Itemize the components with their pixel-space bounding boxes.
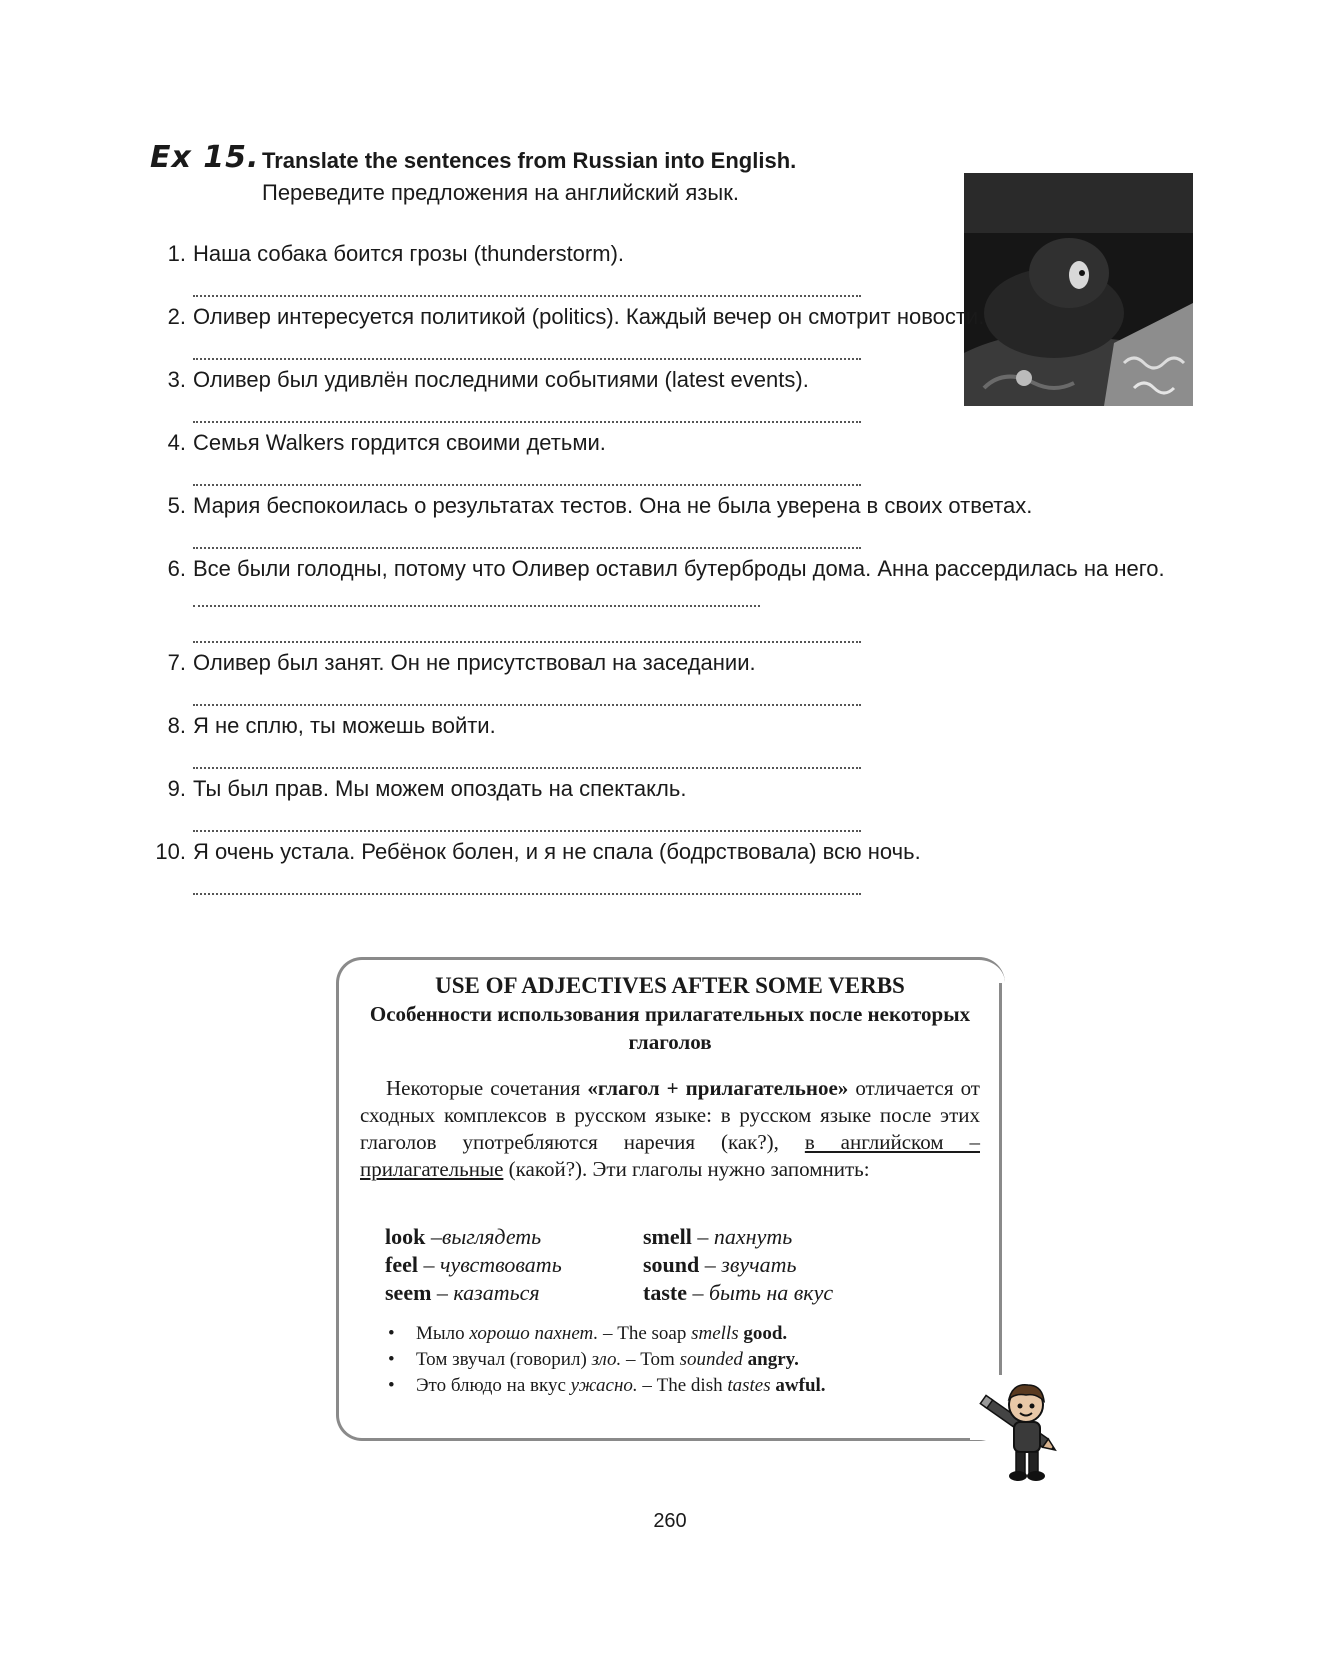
answer-line[interactable] — [193, 678, 861, 706]
example-item: • Том звучал (говорил) зло. – Tom sounded angry. — [386, 1347, 986, 1373]
list-item: 5. Мария беспокоилась о результатах тестов. Она не была уверена в своих ответах. — [148, 490, 1198, 549]
rule-subtitle: Особенности использования прилагательных после некоторых глаголов — [369, 1002, 971, 1054]
verb-entry: smell – пахнуть — [643, 1224, 793, 1249]
verb-entry: look –выглядеть — [385, 1224, 542, 1249]
answer-line[interactable] — [193, 395, 861, 423]
list-item: 3. Оливер был удивлён последними событиями (latest events). — [148, 364, 1198, 423]
bullet-icon: • — [388, 1375, 395, 1396]
answer-line[interactable] — [193, 521, 861, 549]
answer-line[interactable] — [193, 269, 861, 297]
answer-line[interactable] — [193, 804, 861, 832]
verb-entry: sound – звучать — [643, 1252, 797, 1277]
list-item: 8. Я не сплю, ты можешь войти. — [148, 710, 1198, 769]
answer-line[interactable] — [193, 741, 861, 769]
example-item: • Это блюдо на вкус ужасно. – The dish tastes awful. — [386, 1373, 986, 1399]
example-list — [386, 1321, 986, 1399]
list-item: 7. Оливер был занят. Он не присутствовал на заседании. — [148, 647, 1198, 706]
example-item: • Мыло хорошо пахнет. – The soap smells good. — [386, 1321, 986, 1347]
list-item: 9. Ты был прав. Мы можем опоздать на спектакль. — [148, 773, 1198, 832]
list-item: 10. Я очень устала. Ребёнок болен, и я не спала (бодрствовала) всю ночь. — [148, 836, 1198, 895]
list-item: 4. Семья Walkers гордится своими детьми. — [148, 427, 1198, 486]
verb-entry: seem – казаться — [385, 1280, 540, 1305]
verb-entry: feel – чувствовать — [385, 1252, 562, 1277]
rule-body: Некоторые сочетания «глагол + прилагательное» отличается от сходных комплексов в русском языке: в русском языке после этих глаголов употребляются наречия (как?), в английском – прилагательные (какой?). Эти глаголы нужно запомнить: — [360, 1076, 980, 1181]
answer-line[interactable] — [193, 332, 861, 360]
rule-title: USE OF ADJECTIVES AFTER SOME VERBS — [435, 973, 905, 998]
bullet-icon: • — [388, 1349, 395, 1370]
boy-with-pencil-icon — [968, 1375, 1068, 1485]
grammar-rule-border — [999, 983, 1002, 1375]
list-item: 2. Оливер интересуется политикой (politics). Каждый вечер он смотрит новости. — [148, 301, 1198, 360]
answer-line[interactable] — [193, 867, 861, 895]
exercise-title-ru: Переведите предложения на английский язык. — [262, 180, 739, 205]
exercise-title-en: Translate the sentences from Russian into English. — [262, 148, 797, 173]
answer-line[interactable] — [193, 458, 861, 486]
exercise-label: Ex 15. — [150, 140, 260, 175]
list-item: 6. Все были голодны, потому что Оливер оставил бутерброды дома. Анна рассердилась на него. — [148, 553, 1198, 643]
list-item: 1. Наша собака боится грозы (thunderstorm). — [148, 238, 1198, 297]
exercise-items — [148, 238, 1198, 899]
answer-line[interactable] — [193, 615, 861, 643]
answer-line[interactable] — [193, 587, 760, 607]
verb-list — [385, 1223, 945, 1307]
page-number: 260 — [653, 1510, 687, 1532]
bullet-icon: • — [388, 1323, 395, 1344]
verb-entry: taste – быть на вкус — [643, 1280, 834, 1305]
